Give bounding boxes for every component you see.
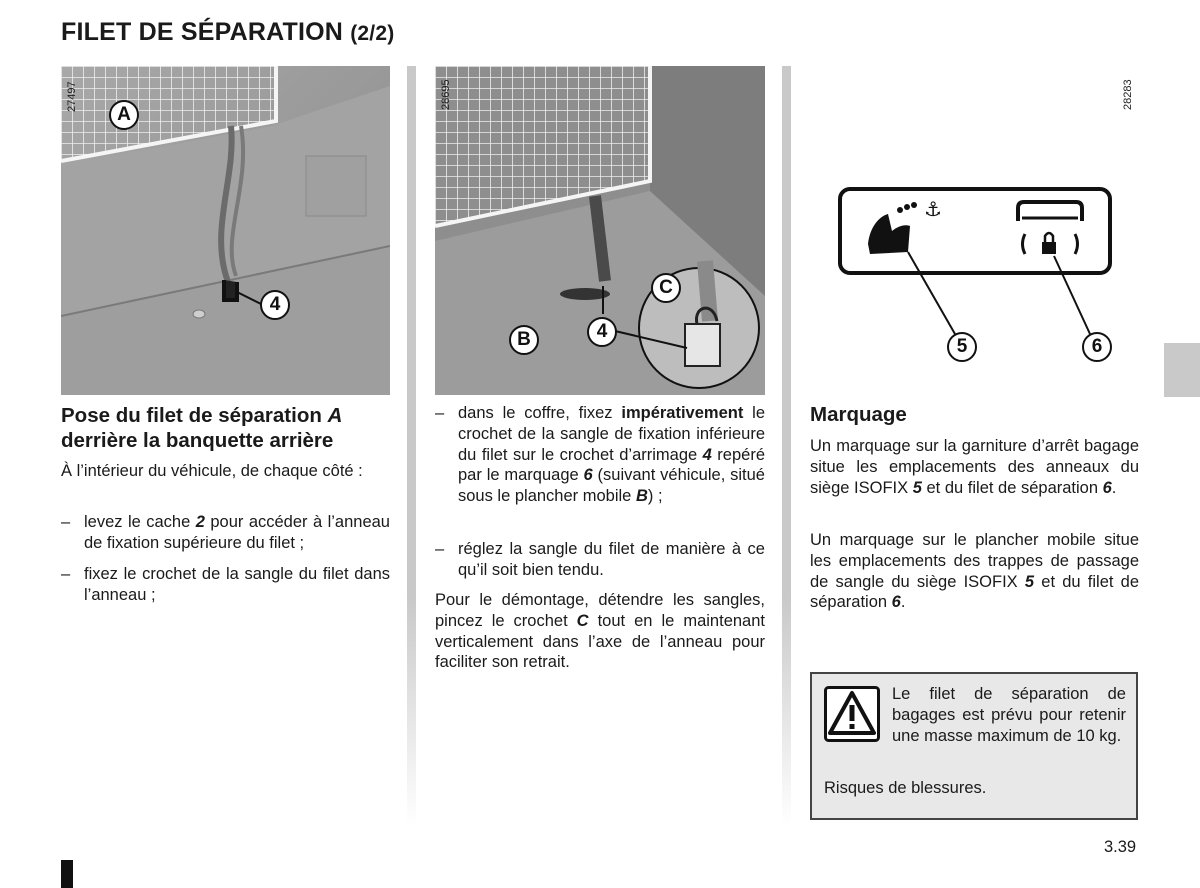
heading-text: Pose du filet de séparation (61, 404, 328, 427)
intro-paragraph: À l’intérieur du véhicule, de chaque côté : (61, 462, 363, 480)
list-item: – dans le coffre, fixez impérativement le crochet de la sangle de fixation inférieure du filet sur le crochet d’arrimage 4 repéré par le marquage 6 (suivant véhicule, situé sous le plancher mobile B) ; (435, 404, 766, 506)
warning-text: Le filet de séparation de bagages est prévu pour retenir une masse maximum de 10 kg. (892, 685, 1126, 745)
list-item: – fixez le crochet de la sangle du filet dans l’anneau ; (61, 565, 390, 604)
callout-4: 4 (260, 290, 290, 320)
marking-paragraph-2: Un marquage sur le plancher mobile situe les emplacements des trappes de passage de sangle du siège ISOFIX 5 et du filet de séparation 6. (810, 531, 1140, 612)
figure-marking (810, 66, 1139, 395)
figure-reference: 28283 (1122, 79, 1134, 110)
list-item: – levez le cache 2 pour accéder à l’anneau de fixation supérieure du filet ; (61, 513, 390, 552)
callout-a: A (109, 100, 139, 130)
section-heading-marking: Marquage (810, 403, 907, 426)
removal-paragraph: Pour le démontage, détendre les sangles, pincez le crochet C tout en le maintenant verticalement dans l’axe de l’anneau pour faciliter son retrait. (435, 591, 765, 672)
column-separator (782, 66, 791, 826)
page-title (61, 18, 394, 47)
figure-reference: 27497 (66, 81, 78, 112)
page-number: 3.39 (1104, 838, 1137, 856)
marking-paragraph-1: Un marquage sur la garniture d’arrêt bagage situe les emplacements des anneaux du siège ISOFIX 5 et du filet de séparation 6. (810, 437, 1139, 497)
figure-reference: 28695 (440, 79, 452, 110)
svg-text:⚓: ⚓ (924, 197, 942, 221)
callout-4: 4 (587, 317, 617, 347)
heading-line2: derrière la banquette arrière (61, 429, 334, 452)
page-edge-mark (61, 860, 73, 888)
callout-c: C (651, 273, 681, 303)
callout-b: B (509, 325, 539, 355)
column-separator (407, 66, 416, 826)
title-main: FILET DE SÉPARATION (61, 18, 344, 46)
warning-icon (824, 686, 880, 742)
title-sub: (2/2) (350, 22, 395, 45)
warning-risk: Risques de blessures. (824, 779, 987, 797)
list-item: – réglez la sangle du filet de manière à ce qu’il soit bien tendu. (435, 540, 765, 579)
warning-box (810, 672, 1138, 820)
callout-6: 6 (1082, 332, 1112, 362)
section-heading-install (61, 403, 391, 453)
chapter-tab (1164, 343, 1200, 397)
figure-net-lower-hook (435, 66, 765, 395)
heading-letter: A (327, 404, 343, 427)
callout-5: 5 (947, 332, 977, 362)
figure-net-fixing-ring (61, 66, 390, 395)
